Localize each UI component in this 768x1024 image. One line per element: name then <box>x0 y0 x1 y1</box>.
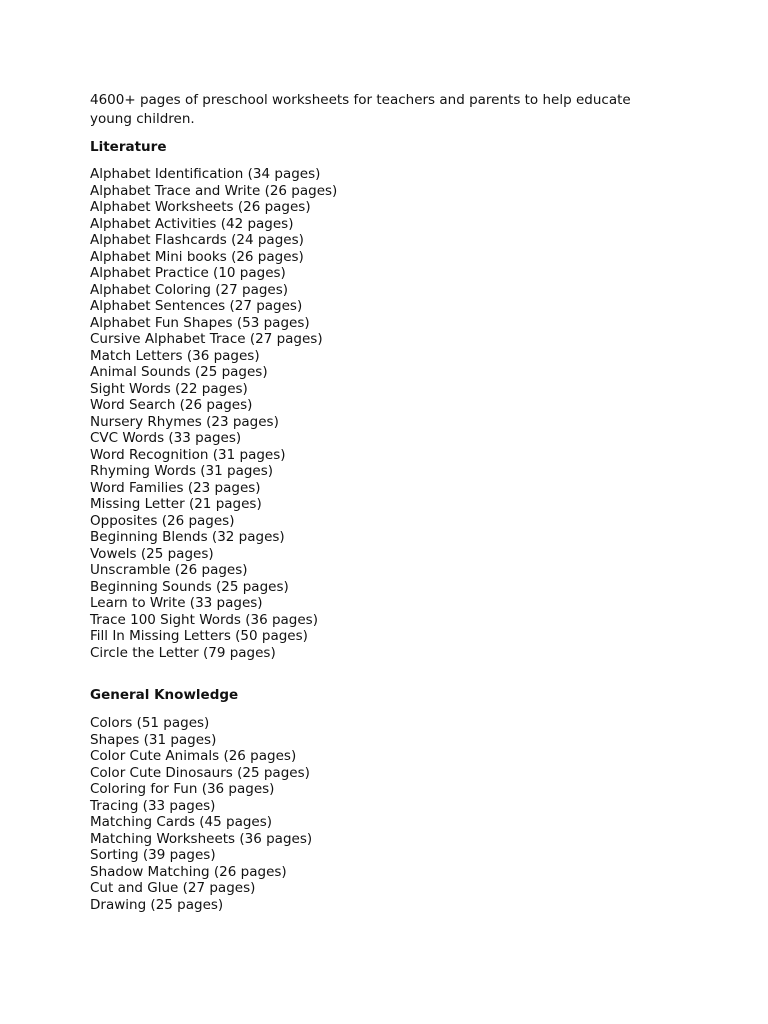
list-item: Alphabet Worksheets (26 pages) <box>90 199 311 215</box>
list-item: Beginning Sounds (25 pages) <box>90 578 289 595</box>
section-heading-literature: Literature <box>90 139 167 155</box>
document-page <box>90 91 690 913</box>
list-item: Fill In Missing Letters (50 pages) <box>90 628 308 644</box>
section-heading-general-knowledge: General Knowledge <box>90 687 239 703</box>
list-item: Tracing (33 pages) <box>90 797 216 814</box>
list-item: Alphabet Flashcards (24 pages) <box>90 232 304 248</box>
list-item: Alphabet Activities (42 pages) <box>90 215 294 232</box>
list-item: Sorting (39 pages) <box>90 847 216 863</box>
list-item: Cursive Alphabet Trace (27 pages) <box>90 331 323 347</box>
list-item: Learn to Write (33 pages) <box>90 595 263 611</box>
list-item: Matching Worksheets (36 pages) <box>90 830 313 847</box>
list-item: Vowels (25 pages) <box>90 545 214 562</box>
list-item: Shadow Matching (26 pages) <box>90 863 287 880</box>
list-item: Word Recognition (31 pages) <box>90 446 286 463</box>
list-item: Drawing (25 pages) <box>90 896 224 913</box>
list-item: Cut and Glue (27 pages) <box>90 880 256 896</box>
list-item: Colors (51 pages) <box>90 715 210 731</box>
list-item: Alphabet Identification (34 pages) <box>90 166 321 182</box>
list-item: Alphabet Sentences (27 pages) <box>90 298 303 314</box>
list-item: Alphabet Coloring (27 pages) <box>90 281 289 298</box>
list-item: Rhyming Words (31 pages) <box>90 463 274 479</box>
list-item: Word Search (26 pages) <box>90 397 253 413</box>
list-item: CVC Words (33 pages) <box>90 430 242 446</box>
list-item: Opposites (26 pages) <box>90 512 235 529</box>
list-item: Trace 100 Sight Words (36 pages) <box>90 611 318 628</box>
list-item: Matching Cards (45 pages) <box>90 814 273 830</box>
list-item: Unscramble (26 pages) <box>90 562 248 578</box>
list-item: Coloring for Fun (36 pages) <box>90 781 275 797</box>
list-item: Shapes (31 pages) <box>90 731 217 748</box>
list-item: Alphabet Fun Shapes (53 pages) <box>90 314 310 331</box>
list-item: Nursery Rhymes (23 pages) <box>90 413 279 430</box>
list-item: Color Cute Animals (26 pages) <box>90 748 297 764</box>
list-item: Alphabet Trace and Write (26 pages) <box>90 182 338 199</box>
intro-paragraph: 4600+ pages of preschool worksheets for teachers and parents to help educate young children. <box>90 92 631 127</box>
list-item: Color Cute Dinosaurs (25 pages) <box>90 764 310 781</box>
list-item: Circle the Letter (79 pages) <box>90 644 276 661</box>
list-item: Match Letters (36 pages) <box>90 347 260 364</box>
list-item: Beginning Blends (32 pages) <box>90 529 285 545</box>
list-item: Animal Sounds (25 pages) <box>90 364 268 380</box>
list-item: Word Families (23 pages) <box>90 479 261 496</box>
list-item: Alphabet Practice (10 pages) <box>90 265 286 281</box>
literature-list <box>90 166 690 661</box>
list-item: Alphabet Mini books (26 pages) <box>90 248 304 265</box>
general-knowledge-list <box>90 715 690 913</box>
list-item: Missing Letter (21 pages) <box>90 496 262 512</box>
list-item: Sight Words (22 pages) <box>90 380 248 397</box>
